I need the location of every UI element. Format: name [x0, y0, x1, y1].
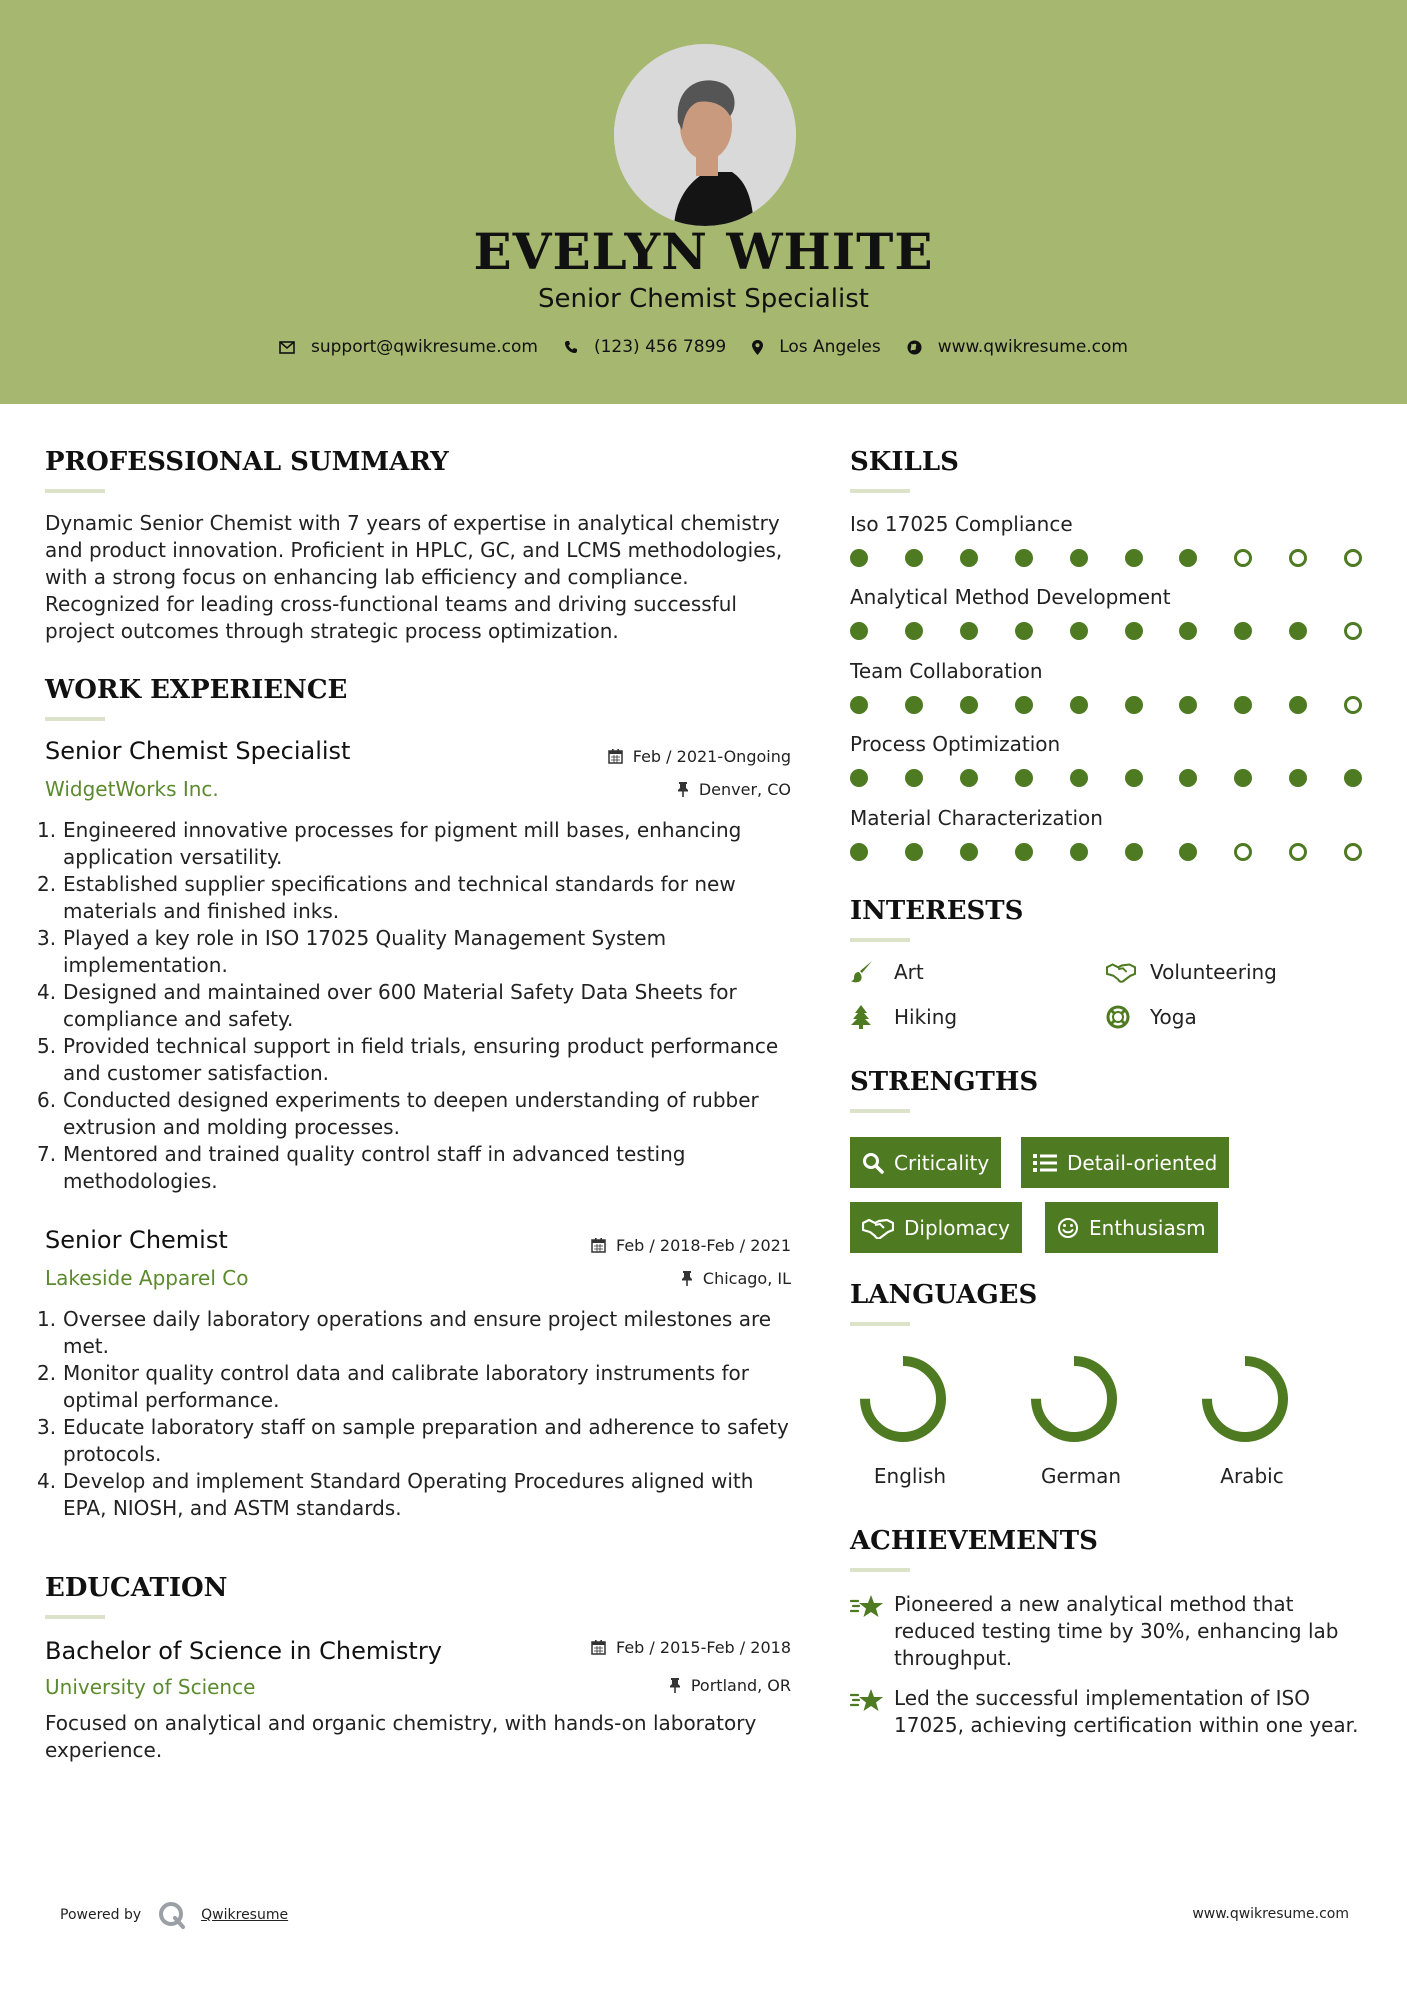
skill-dot-filled [1015, 769, 1033, 787]
skill-dot-filled [905, 549, 923, 567]
interest-label: Art [894, 960, 924, 984]
contact-bar [0, 337, 1407, 357]
achievement-item [850, 1685, 1370, 1739]
languages-heading: LANGUAGES [850, 1280, 1038, 1310]
tree-icon [850, 1005, 880, 1029]
job-location [677, 780, 791, 799]
skill-dot-filled [1015, 549, 1033, 567]
job-duties-list [63, 1306, 798, 1522]
powered-by-label: Powered by [60, 1907, 142, 1923]
pushpin-icon [677, 782, 689, 797]
job-location-text: Chicago, IL [702, 1269, 791, 1288]
skill-dot-filled [1179, 622, 1197, 640]
skill-dot-filled [850, 843, 868, 861]
achievements-heading: ACHIEVEMENTS [850, 1526, 1098, 1556]
experience-heading: WORK EXPERIENCE [45, 675, 348, 705]
interest-item-yoga [1106, 1005, 1197, 1029]
qwikresume-link[interactable]: Qwikresume [201, 1907, 289, 1923]
skill-dot-filled [1289, 622, 1307, 640]
language-name: Arabic [1220, 1464, 1284, 1488]
contact-phone-text: (123) 456 7899 [593, 337, 727, 357]
list-item: Established supplier specifications and technical standards for new materials and finished inks. [63, 872, 736, 923]
strength-badge-detail-oriented [1021, 1137, 1229, 1188]
education-location-text: Portland, OR [690, 1676, 791, 1695]
skill-name: Analytical Method Development [850, 585, 1171, 609]
skill-dot-filled [905, 622, 923, 640]
job-dates [608, 747, 791, 766]
education-dates-text: Feb / 2015-Feb / 2018 [616, 1638, 791, 1657]
skill-dot-filled [960, 622, 978, 640]
skill-dot-filled [1179, 769, 1197, 787]
skill-dot-filled [1015, 622, 1033, 640]
contact-email-text: support@qwikresume.com [311, 337, 538, 357]
map-marker-icon [752, 340, 763, 355]
list-item: Monitor quality control data and calibrate laboratory instruments for optimal performance. [63, 1361, 749, 1412]
skill-dot-filled [1289, 769, 1307, 787]
skill-dot-filled [850, 549, 868, 567]
strength-badge-criticality [850, 1137, 1001, 1188]
contact-location [752, 337, 881, 357]
skill-dot-filled [1234, 769, 1252, 787]
achievement-text: Pioneered a new analytical method that reduced testing time by 30%, enhancing lab throughput. [894, 1592, 1339, 1670]
handshake-icon [862, 1217, 894, 1239]
handshake-icon [1106, 961, 1136, 983]
contact-website[interactable] [907, 337, 1128, 357]
skill-dot-filled [850, 622, 868, 640]
list-item: Mentored and trained quality control staff in advanced testing methodologies. [63, 1142, 686, 1193]
skill-dot-filled [1125, 843, 1143, 861]
profile-photo [614, 44, 796, 226]
skill-dot-filled [905, 696, 923, 714]
skill-dot-filled [1179, 696, 1197, 714]
education-description: Focused on analytical and organic chemistry, with hands-on laboratory experience. [45, 1711, 757, 1762]
company-name: Lakeside Apparel Co [45, 1266, 249, 1290]
skill-dot-filled [850, 696, 868, 714]
skill-name: Iso 17025 Compliance [850, 512, 1073, 536]
skill-dot-filled [1070, 769, 1088, 787]
job-dates-text: Feb / 2018-Feb / 2021 [616, 1236, 791, 1255]
skill-dot-empty [1344, 843, 1362, 861]
strength-badge-enthusiasm [1045, 1202, 1218, 1253]
summary-text: Dynamic Senior Chemist with 7 years of expertise in analytical chemistry and product innovation. Proficient in HPLC, GC, and LCMS methodologies, with a strong focus on enhancing lab efficiency and compliance. Recognized for leading cross-functional teams and driving successful project outcomes through strategic process optimization. [45, 511, 783, 643]
languages-underline [850, 1322, 910, 1326]
job-location-text: Denver, CO [698, 780, 791, 799]
calendar-icon [591, 1238, 606, 1253]
paint-brush-icon [850, 960, 880, 984]
skill-dot-filled [1179, 843, 1197, 861]
skill-name: Team Collaboration [850, 659, 1043, 683]
calendar-icon [608, 749, 623, 764]
skill-dot-empty [1344, 622, 1362, 640]
phone-icon [564, 340, 578, 354]
contact-email[interactable] [279, 337, 538, 357]
skill-dot-empty [1234, 843, 1252, 861]
skill-dot-filled [1015, 696, 1033, 714]
language-item [840, 1350, 980, 1488]
school-name: University of Science [45, 1675, 256, 1699]
education-underline [45, 1615, 105, 1619]
strength-label: Diplomacy [904, 1215, 1011, 1240]
footer-website-link[interactable]: www.qwikresume.com [1192, 1906, 1349, 1922]
pushpin-icon [681, 1271, 693, 1286]
summary-heading: PROFESSIONAL SUMMARY [45, 447, 449, 477]
list-item: Conducted designed experiments to deepen understanding of rubber extrusion and molding processes. [63, 1088, 759, 1139]
summary-underline [45, 489, 105, 493]
achievement-text: Led the successful implementation of ISO 17025, achieving certification within one year. [894, 1686, 1359, 1737]
skill-dot-empty [1234, 549, 1252, 567]
achievement-item [850, 1591, 1370, 1672]
skill-dot-filled [905, 843, 923, 861]
skills-underline [850, 489, 910, 493]
smile-icon [1057, 1217, 1079, 1239]
job-title: Senior Chemist Specialist [45, 737, 351, 765]
language-progress-ring [840, 1350, 980, 1450]
strength-badge-diplomacy [850, 1202, 1022, 1253]
interest-label: Hiking [894, 1005, 958, 1029]
skill-dot-filled [1015, 843, 1033, 861]
contact-phone[interactable] [564, 337, 726, 357]
skill-dot-filled [1070, 843, 1088, 861]
pushpin-icon [669, 1678, 681, 1693]
interests-heading: INTERESTS [850, 896, 1024, 926]
skills-heading: SKILLS [850, 447, 959, 477]
globe-icon [907, 340, 922, 355]
skill-dot-filled [1234, 696, 1252, 714]
interest-label: Yoga [1150, 1005, 1197, 1029]
achievements-underline [850, 1568, 910, 1572]
star-icon [850, 1685, 894, 1739]
list-item: Played a key role in ISO 17025 Quality Management System implementation. [63, 926, 667, 977]
qwikresume-logo-icon [157, 1900, 187, 1930]
job-dates-text: Feb / 2021-Ongoing [632, 747, 791, 766]
interest-label: Volunteering [1150, 960, 1277, 984]
education-location [669, 1676, 791, 1695]
contact-location-text: Los Angeles [779, 337, 881, 357]
interest-item-art [850, 960, 924, 984]
envelope-icon [279, 341, 295, 354]
language-item [1182, 1350, 1322, 1488]
search-icon [862, 1152, 884, 1174]
skill-dot-filled [960, 769, 978, 787]
language-progress-ring [1182, 1350, 1322, 1450]
skill-dot-filled [1070, 696, 1088, 714]
calendar-icon [591, 1640, 606, 1655]
skill-dot-filled [960, 549, 978, 567]
skill-dot-filled [1234, 622, 1252, 640]
list-item: Designed and maintained over 600 Material Safety Data Sheets for compliance and safety. [63, 980, 737, 1031]
list-item: Develop and implement Standard Operating Procedures aligned with EPA, NIOSH, and ASTM standards. [63, 1469, 754, 1520]
skill-dot-filled [1179, 549, 1197, 567]
star-icon [850, 1591, 894, 1672]
education-heading: EDUCATION [45, 1573, 228, 1603]
skill-dot-filled [960, 696, 978, 714]
skill-dot-filled [1125, 622, 1143, 640]
interests-underline [850, 938, 910, 942]
skill-dot-filled [1289, 696, 1307, 714]
list-item: Educate laboratory staff on sample preparation and adherence to safety protocols. [63, 1415, 789, 1466]
skill-dot-filled [1125, 549, 1143, 567]
skill-dot-empty [1289, 549, 1307, 567]
language-progress-ring [1011, 1350, 1151, 1450]
header-banner [0, 0, 1407, 404]
skill-dot-filled [1125, 769, 1143, 787]
candidate-name: EVELYN WHITE [473, 222, 934, 281]
skill-dot-filled [960, 843, 978, 861]
list-item: Oversee daily laboratory operations and ensure project milestones are met. [63, 1307, 772, 1358]
experience-underline [45, 717, 105, 721]
language-name: English [873, 1464, 947, 1488]
skill-dot-filled [850, 769, 868, 787]
list-icon [1033, 1153, 1057, 1173]
skill-dot-filled [1070, 549, 1088, 567]
strength-label: Enthusiasm [1089, 1215, 1206, 1240]
skill-dot-filled [905, 769, 923, 787]
skill-name: Material Characterization [850, 806, 1103, 830]
interest-item-hiking [850, 1005, 957, 1029]
language-item [1011, 1350, 1151, 1488]
company-name: WidgetWorks Inc. [45, 777, 219, 801]
job-duties-list [63, 817, 798, 1195]
job-title: Senior Chemist [45, 1226, 228, 1254]
contact-website-text: www.qwikresume.com [937, 337, 1128, 357]
strengths-underline [850, 1109, 910, 1113]
job-location [681, 1269, 791, 1288]
skill-dot-empty [1344, 696, 1362, 714]
skill-dot-filled [1125, 696, 1143, 714]
degree-title: Bachelor of Science in Chemistry [45, 1637, 442, 1665]
life-ring-icon [1106, 1005, 1136, 1029]
skill-name: Process Optimization [850, 732, 1061, 756]
list-item: Engineered innovative processes for pigment mill bases, enhancing application versatility. [63, 818, 742, 869]
skill-dot-empty [1344, 549, 1362, 567]
education-dates [591, 1638, 791, 1657]
footer-powered-by [60, 1900, 288, 1930]
interest-item-volunteering [1106, 960, 1277, 984]
list-item: Provided technical support in field trials, ensuring product performance and customer satisfaction. [63, 1034, 779, 1085]
skill-dot-filled [1070, 622, 1088, 640]
language-name: German [1040, 1464, 1122, 1488]
strengths-heading: STRENGTHS [850, 1067, 1039, 1097]
strength-label: Criticality [894, 1150, 990, 1175]
skill-dot-filled [1344, 769, 1362, 787]
skill-dot-empty [1289, 843, 1307, 861]
strength-label: Detail-oriented [1067, 1150, 1218, 1175]
job-dates [591, 1236, 791, 1255]
candidate-title: Senior Chemist Specialist [538, 284, 869, 314]
